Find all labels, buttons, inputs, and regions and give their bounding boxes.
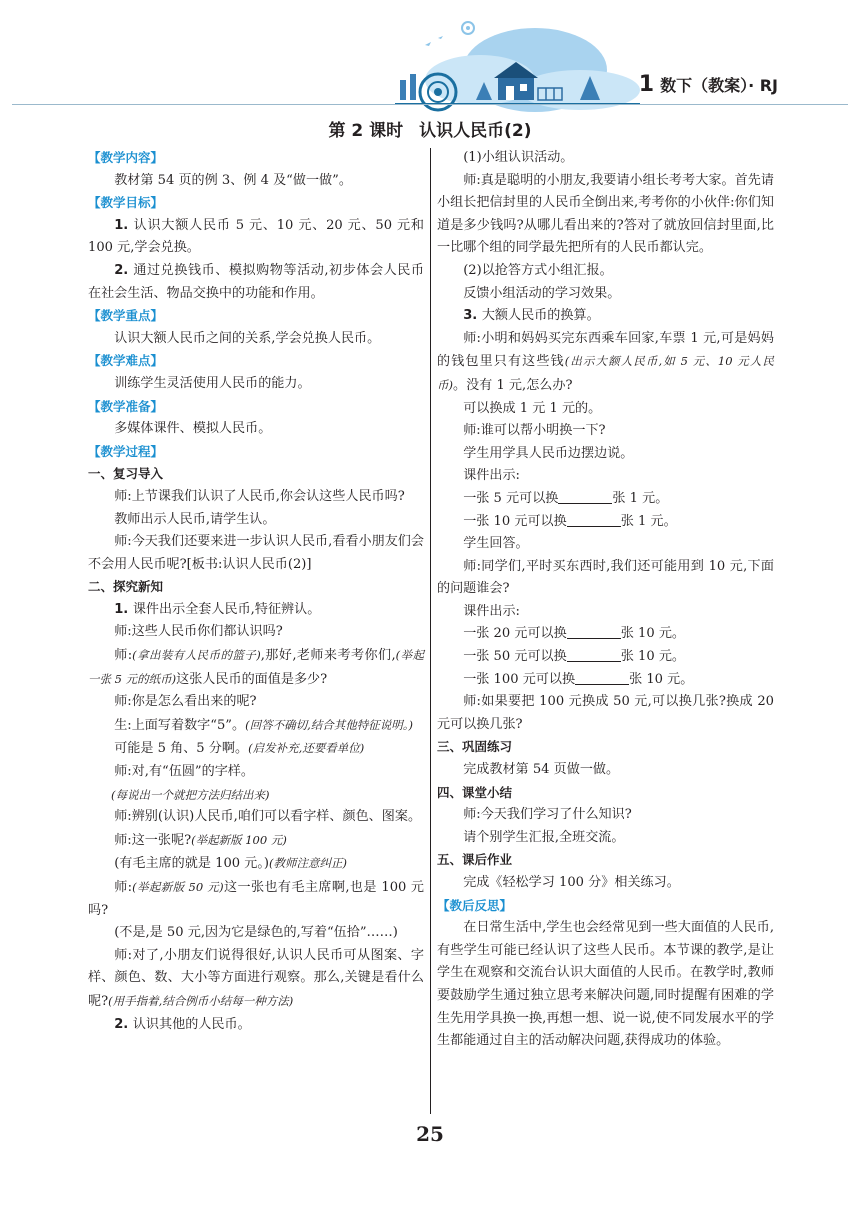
paragraph: 教师出示人民币,请学生认。: [114, 511, 276, 527]
right-column: [437, 147, 774, 1053]
heading-content: 【教学内容】: [88, 150, 164, 165]
answer-blank: [567, 647, 621, 662]
paragraph: 请个别学生汇报,全班交流。: [463, 829, 625, 845]
paragraph: 师:辨别(认识)人民币,咱们可以看字样、颜色、图案。: [114, 809, 422, 825]
paragraph: 师:上节课我们认识了人民币,你会认这些人民币吗?: [114, 488, 405, 504]
paragraph: 反馈小组活动的学习效果。: [463, 285, 621, 301]
objective-1: 1. 认识大额人民币 5 元、10 元、20 元、50 元和 100 元,学会兑换。: [88, 217, 424, 256]
paragraph: 教材第 54 页的例 3、例 4 及“做一做”。: [114, 172, 352, 188]
objective-2: 2. 通过兑换钱币、模拟购物等活动,初步体会人民币在社会生活、物品交换中的功能和作用。: [88, 262, 424, 301]
paragraph: 师:同学们,平时买东西时,我们还可能用到 10 元,下面的问题谁会?: [437, 558, 774, 597]
answer-blank: [575, 670, 629, 685]
heading-preparation: 【教学准备】: [88, 398, 164, 414]
paragraph: 生:上面写着数字“5”。(回答不确切,结合其他特征说明。): [114, 717, 413, 733]
section-review: 一、复习导入: [88, 466, 164, 482]
paragraph: 课件出示:: [463, 468, 520, 484]
paragraph: 师:小明和妈妈买完东西乘车回家,车票 1 元,可是妈妈的钱包里只有这些钱(出示大额人民币,如 5 元、10 元人民币)。没有 1 元,怎么办?: [437, 330, 775, 393]
book-brand: [639, 72, 778, 97]
answer-blank: [558, 489, 612, 504]
paragraph: 师:这一张呢?(举起新版 100 元): [114, 832, 287, 848]
paragraph: 师:对了,小朋友们说得很好,认识人民币可从图案、字样、颜色、数、大小等方面进行观察。那么,关键是看什么呢?(用手指着,结合例币小结每一种方法): [88, 947, 424, 1009]
lesson-name: 认识人民币(2): [419, 121, 532, 141]
paragraph: 在日常生活中,学生也会经常见到一些大面值的人民币,有些学生可能已经认识了这些人民币。本节课的教学,是让学生在观察和交流台认识大面值的人民币。在教学时,教师要鼓励学生通过独立思考来解决问题,同时提醒有困难的学生先用学具换一换,再想一想、说一说,使不同发展水平的学生都能通过自主的活动解决问题,获得成功的体验。: [437, 920, 774, 1049]
paragraph: 完成教材第 54 页做一做。: [463, 762, 620, 778]
paragraph: 认识大额人民币之间的关系,学会兑换人民币。: [114, 330, 381, 346]
heading-objectives: 【教学目标】: [88, 195, 164, 211]
paragraph: 师:今天我们还要来进一步认识人民币,看看小朋友们会不会用人民币呢?[板书:认识人民币(2)]: [88, 534, 424, 572]
column-divider: [430, 148, 431, 1114]
paragraph: 训练学生灵活使用人民币的能力。: [114, 375, 311, 391]
step-1: 1. 课件出示全套人民币,特征辨认。: [114, 601, 321, 617]
section-practice: 三、巩固练习: [437, 739, 513, 755]
paragraph: 师:对,有“伍圆”的字样。: [114, 764, 254, 780]
paragraph: 师:如果要把 100 元换成 50 元,可以换几张?换成 20 元可以换几张?: [437, 694, 774, 732]
header-rule: [12, 104, 848, 105]
paragraph: (不是,是 50 元,因为它是绿色的,写着“伍拾”……): [114, 925, 398, 941]
paragraph: 师:真是聪明的小朋友,我要请小组长考考大家。首先请小组长把信封里的人民币全倒出来,考考你的小伙伴:你们知道是多少钱吗?从哪儿看出来的?答对了就放回信封里面,比一比哪个组的同学最先把所有的人民币都认完。: [437, 172, 774, 256]
grade-number: 1: [638, 72, 655, 97]
heading-difficulties: 【教学难点】: [88, 353, 164, 369]
exercise-line: 一张 100 元可以换 张 10 元。: [463, 671, 694, 687]
paragraph: 师:(举起新版 50 元)这一张也有毛主席啊,也是 100 元吗?: [88, 880, 425, 918]
paragraph: 可以换成 1 元 1 元的。: [463, 400, 602, 416]
paragraph: 师:谁可以帮小明换一下?: [463, 423, 606, 439]
page-number: 25: [416, 1122, 444, 1146]
paragraph: 师:(拿出装有人民币的篮子),那好,老师来考考你们,(举起一张 5 元的纸币)这张人民币的面值是多少?: [88, 648, 424, 687]
paragraph: 师:你是怎么看出来的呢?: [114, 694, 257, 710]
exercise-line: 一张 5 元可以换 张 1 元。: [463, 490, 669, 506]
paragraph: (1)小组认识活动。: [463, 150, 574, 165]
step-2: 2. 认识其他的人民币。: [114, 1016, 251, 1032]
paragraph: 多媒体课件、模拟人民币。: [114, 421, 272, 437]
exercise-line: 一张 50 元可以换 张 10 元。: [463, 649, 686, 665]
book-edition: 数下（教案）· RJ: [660, 76, 778, 95]
paragraph: (2)以抢答方式小组汇报。: [463, 262, 613, 278]
paragraph: 师:这些人民币你们都认识吗?: [114, 624, 283, 640]
paragraph: 师:今天我们学习了什么知识?: [463, 807, 632, 823]
step-3: 3. 大额人民币的换算。: [463, 308, 600, 324]
paragraph: (有毛主席的就是 100 元。)(教师注意纠正): [114, 856, 347, 872]
section-explore: 二、探究新知: [88, 579, 164, 595]
heading-reflection: 【教后反思】: [437, 897, 513, 913]
paragraph: 课件出示:: [463, 603, 520, 619]
paragraph: 完成《轻松学习 100 分》相关练习。: [463, 875, 680, 890]
paragraph: 可能是 5 角、5 分啊。(启发补充,还要看单位): [114, 741, 365, 757]
heading-key-points: 【教学重点】: [88, 308, 164, 324]
section-homework: 五、课后作业: [437, 852, 513, 868]
heading-process: 【教学过程】: [88, 443, 164, 459]
lesson-title: [0, 116, 860, 141]
paragraph: 学生回答。: [463, 536, 529, 552]
page-header: [0, 0, 860, 112]
answer-blank: [567, 512, 621, 527]
answer-blank: [567, 624, 621, 639]
section-summary: 四、课堂小结: [437, 784, 513, 800]
left-column: [88, 147, 424, 1036]
exercise-line: 一张 20 元可以换 张 10 元。: [463, 626, 686, 642]
lesson-number: 第 2 课时: [328, 121, 404, 141]
teaching-note: (每说出一个就把方法归结出来): [111, 787, 270, 802]
paragraph: 学生用学具人民币边摆边说。: [463, 445, 634, 461]
exercise-line: 一张 10 元可以换 张 1 元。: [463, 513, 677, 529]
